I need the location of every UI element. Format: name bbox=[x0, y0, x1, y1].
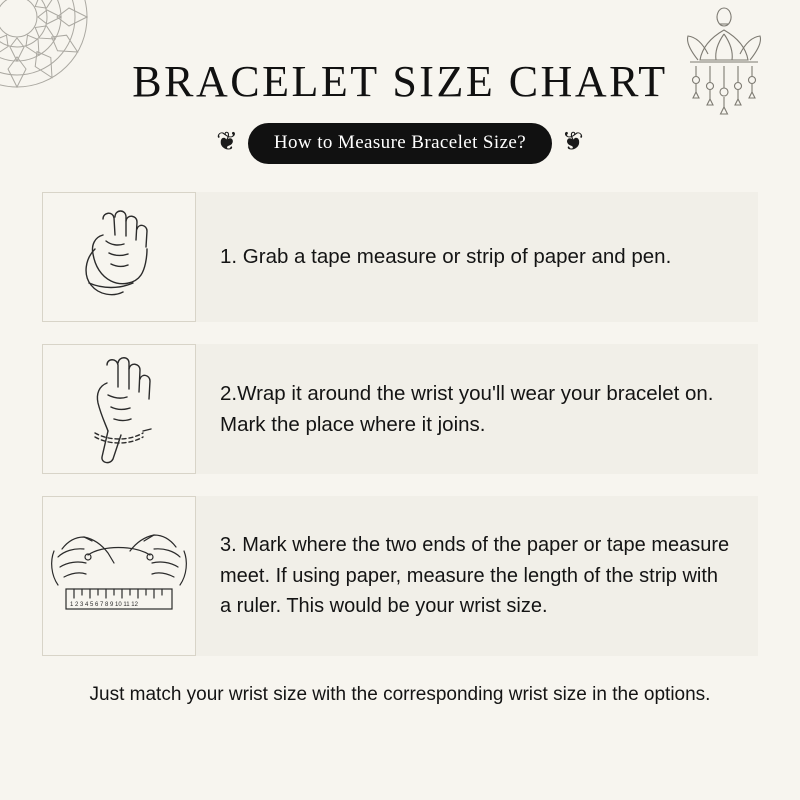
subtitle-row bbox=[0, 123, 800, 164]
step-2-text: 2.Wrap it around the wrist you'll wear your bracelet on. Mark the place where it joins. bbox=[220, 381, 714, 436]
subtitle-badge: How to Measure Bracelet Size? bbox=[248, 123, 552, 164]
page-title: BRACELET SIZE CHART bbox=[132, 57, 668, 106]
hand-wrist-wrapped-tape-icon bbox=[59, 349, 179, 469]
hands-measuring-with-ruler-icon bbox=[44, 511, 194, 641]
steps-list bbox=[0, 192, 800, 656]
flourish-left-icon: ❦ bbox=[216, 126, 238, 156]
step-2-illustration bbox=[42, 344, 196, 474]
footer-note: Just match your wrist size with the corresponding wrist size in the options. bbox=[89, 684, 711, 705]
hand-fist-with-tape-icon bbox=[59, 197, 179, 317]
step-1-illustration bbox=[42, 192, 196, 322]
flourish-right-icon: ❦ bbox=[562, 126, 584, 156]
step-1-text: 1. Grab a tape measure or strip of paper and pen. bbox=[220, 245, 672, 269]
list-item bbox=[42, 192, 758, 322]
step-3-text: 3. Mark where the two ends of the paper or tape measure meet. If using paper, measure the length of the strip with a ruler. This would be your wrist size. bbox=[220, 534, 730, 618]
list-item bbox=[42, 344, 758, 474]
step-3-illustration bbox=[42, 496, 196, 656]
svg-text:1 2 3 4 5 6 7 8 9 10 11 12: 1 2 3 4 5 6 7 8 9 10 11 12 bbox=[70, 602, 138, 608]
list-item bbox=[42, 496, 758, 656]
